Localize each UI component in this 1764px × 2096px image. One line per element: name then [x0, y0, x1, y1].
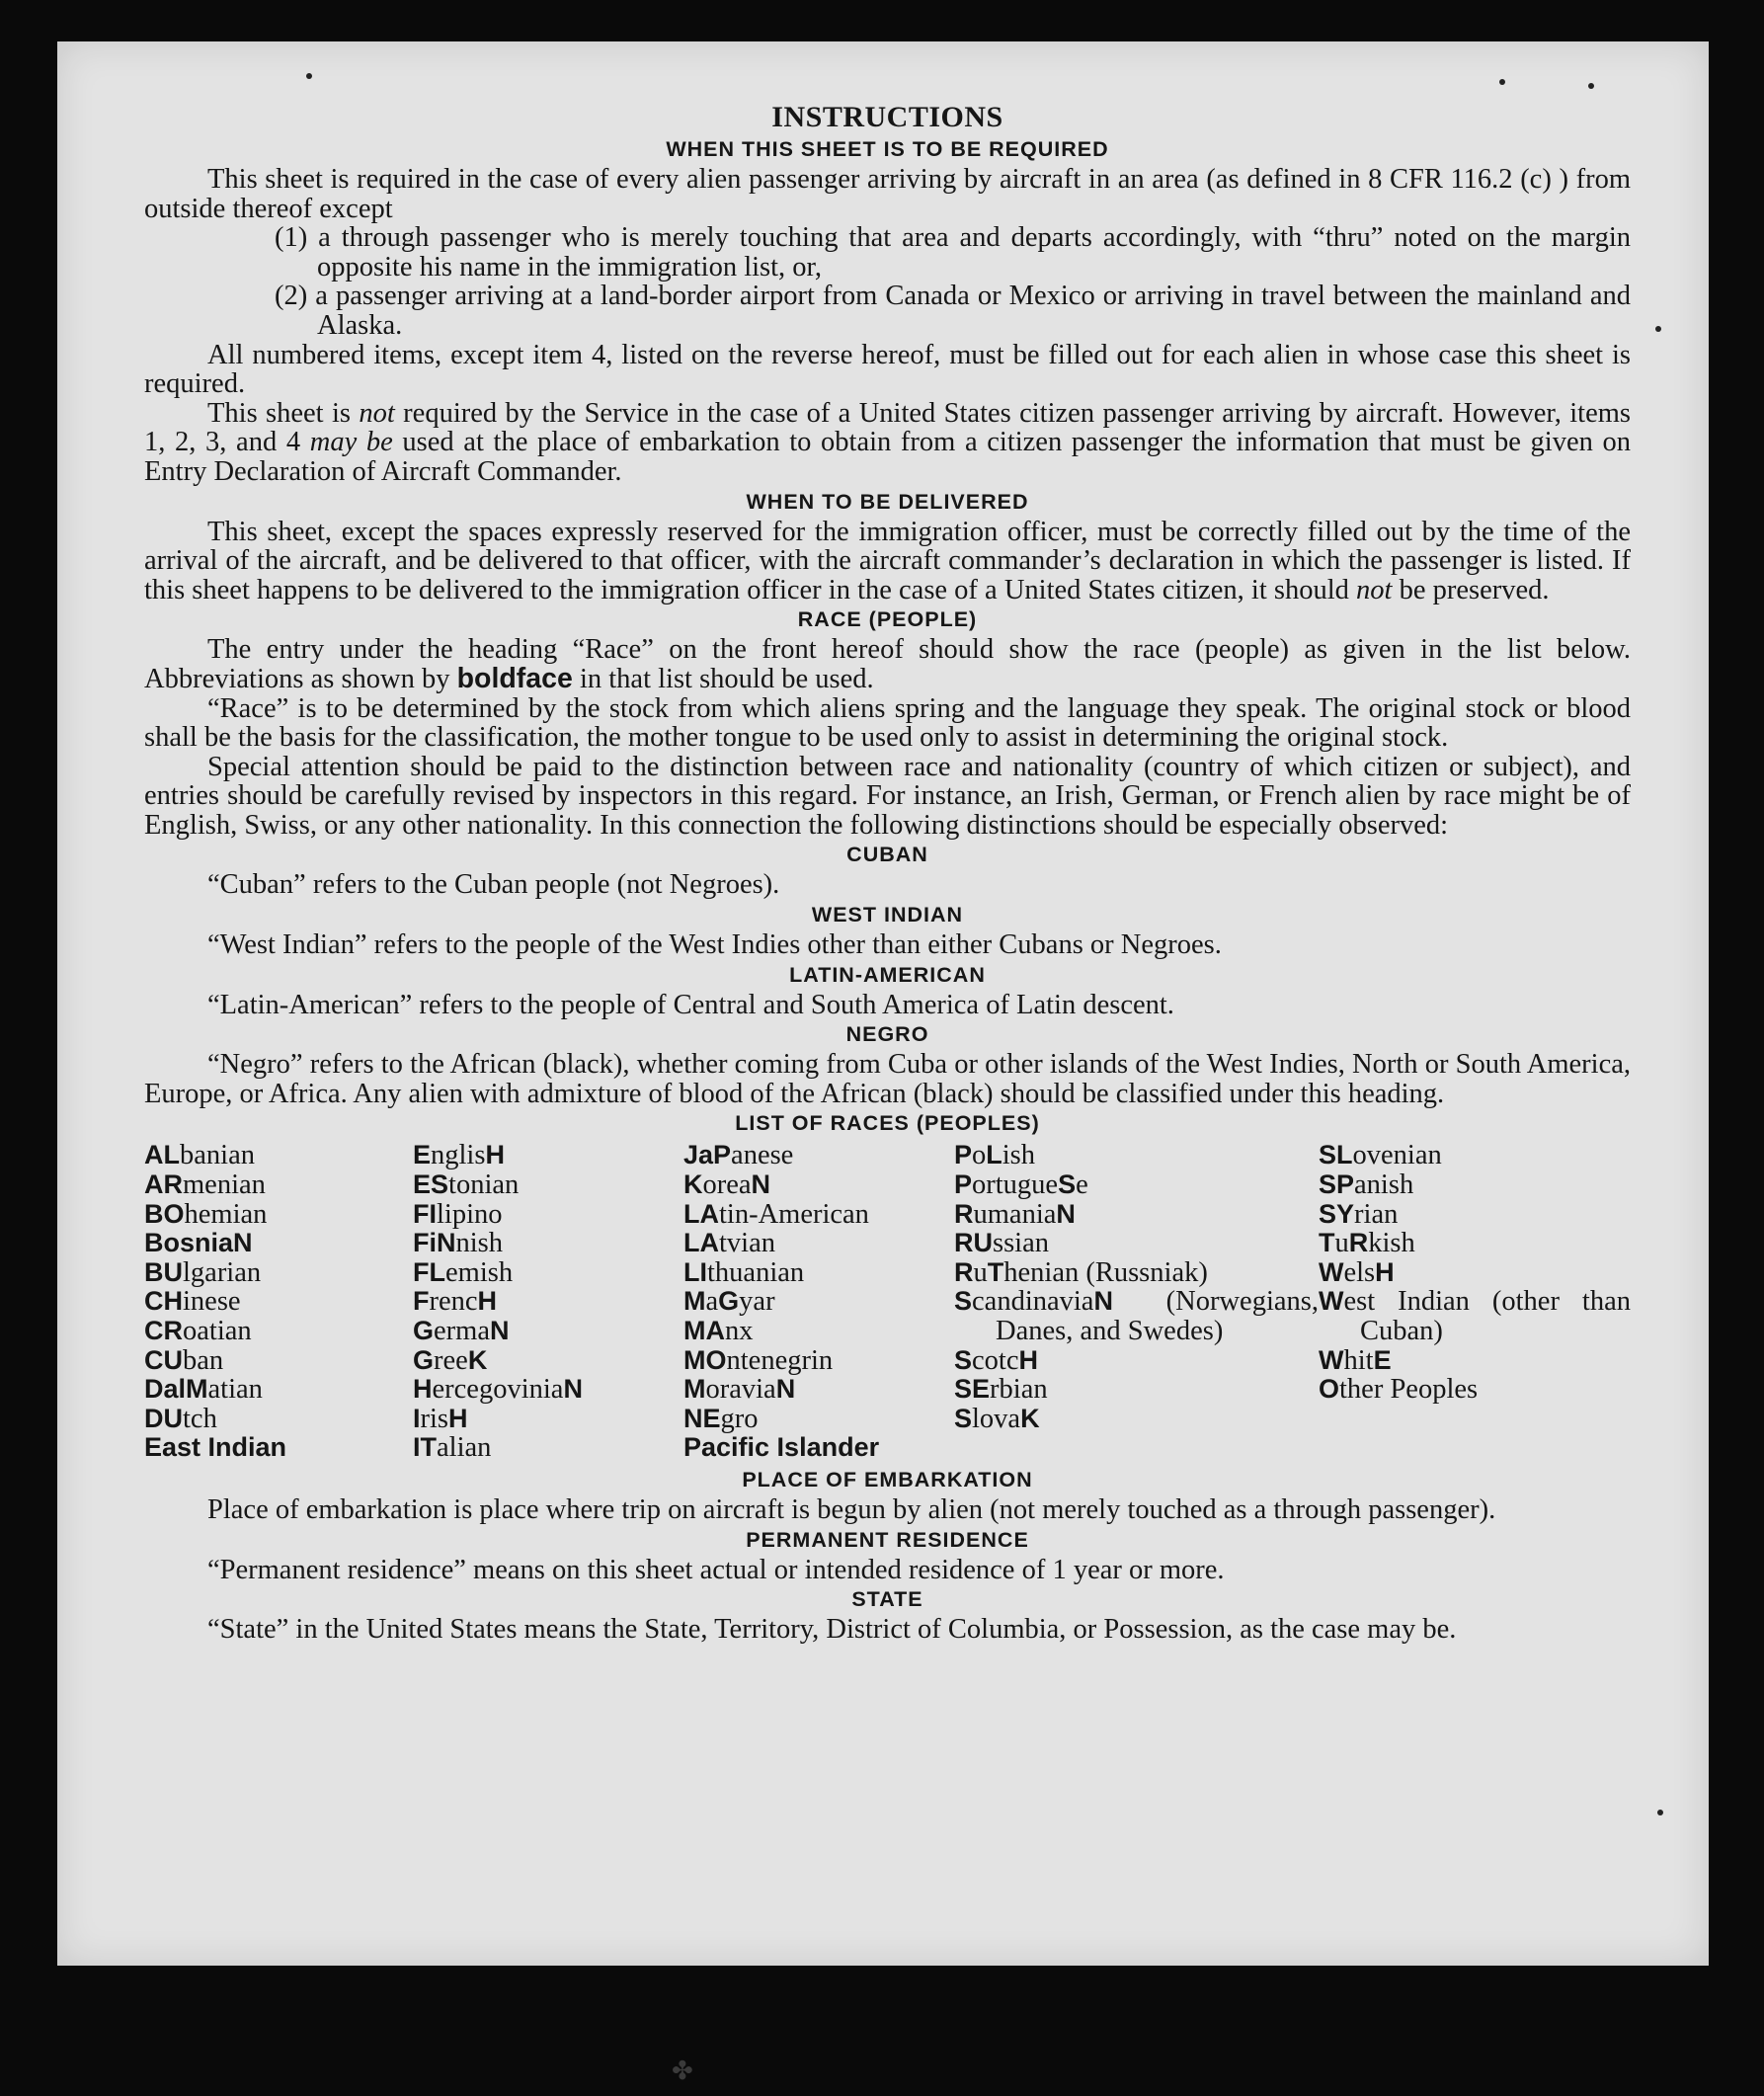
race-entry — [413, 1346, 683, 1376]
race-entry — [954, 1375, 1319, 1405]
race-abbreviation: SL — [1319, 1140, 1353, 1170]
race-abbreviation: N — [233, 1228, 253, 1258]
race-entry — [144, 1346, 413, 1376]
race-list — [144, 1141, 1631, 1463]
race-abbreviation: LA — [683, 1228, 719, 1258]
race-abbreviation: NE — [683, 1403, 721, 1433]
race-entry — [144, 1375, 413, 1405]
race-entry — [413, 1170, 683, 1200]
race-abbreviation: T — [987, 1256, 1004, 1287]
heading-race: RACE (PEOPLE) — [797, 607, 978, 632]
race-entry — [954, 1170, 1319, 1200]
race-abbreviation: BO — [144, 1198, 185, 1229]
race-abbreviation: Pacific Islander — [683, 1432, 880, 1463]
race-entry — [413, 1317, 683, 1346]
paragraph-required-intro: This sheet is required in the case of every alien passenger arriving by aircraft in an area (as defined in 8 CFR 116.2 (c) ) from outside thereof except — [144, 164, 1631, 224]
scan-speck — [1655, 326, 1661, 332]
text-run: required by the Service in the case of a United States citizen passenger arriving by aircraft. However, items 1, 2, 3, and 4 — [144, 397, 1631, 458]
race-column — [1319, 1141, 1631, 1463]
race-abbreviation: M — [683, 1286, 706, 1317]
race-text: ban — [183, 1344, 224, 1376]
race-abbreviation: N — [1093, 1286, 1113, 1317]
race-entry — [683, 1200, 954, 1230]
race-entry — [413, 1433, 683, 1463]
race-entry — [954, 1287, 1319, 1345]
paragraph-race-entry — [144, 635, 1631, 693]
race-abbreviation: K — [1020, 1403, 1040, 1433]
race-text: tvian — [719, 1228, 775, 1259]
race-entry — [1319, 1229, 1631, 1258]
race-text: a — [705, 1286, 719, 1318]
paragraph-west-indian: “West Indian” refers to the people of the West Indies other than either Cubans or Negroes. — [207, 929, 1222, 961]
race-abbreviation: SY — [1319, 1198, 1355, 1229]
paragraph-citizen-passenger — [144, 399, 1631, 487]
race-entry — [144, 1405, 413, 1434]
race-text: umania — [973, 1198, 1057, 1230]
paragraph-delivered — [144, 518, 1631, 605]
race-entry — [1319, 1258, 1631, 1288]
race-abbreviation: RU — [954, 1228, 993, 1258]
race-text: tch — [183, 1403, 217, 1434]
race-text: anese — [731, 1140, 794, 1171]
race-abbreviation: JaP — [683, 1140, 732, 1170]
race-entry — [683, 1141, 954, 1170]
paragraph-embarkation: Place of embarkation is place where trip on aircraft is begun by alien (not merely touched as a through passenger). — [207, 1493, 1496, 1525]
race-abbreviation: N — [775, 1374, 796, 1405]
race-text: e — [1076, 1169, 1088, 1201]
race-text: ortugue — [972, 1169, 1059, 1201]
race-abbreviation: H — [477, 1286, 498, 1317]
race-entry — [954, 1141, 1319, 1170]
heading-state: STATE — [851, 1587, 923, 1612]
race-abbreviation: M — [683, 1374, 706, 1405]
paragraph-numbered-items: All numbered items, except item 4, listed on the reverse hereof, must be filled out for each alien in whose case this sheet is required. — [144, 339, 1631, 400]
race-entry — [413, 1258, 683, 1288]
heading-list-of-races: LIST OF RACES (PEOPLES) — [735, 1111, 1040, 1136]
text-run: in that list should be used. — [572, 663, 874, 694]
race-text: thuanian — [707, 1256, 805, 1288]
race-text: erma — [434, 1316, 490, 1346]
race-abbreviation: S — [954, 1286, 973, 1317]
paragraph-cuban: “Cuban” refers to the Cuban people (not Negroes). — [207, 869, 780, 901]
race-abbreviation: IT — [413, 1432, 437, 1463]
race-abbreviation: CU — [144, 1344, 183, 1375]
paragraph-race-nationality: Special attention should be paid to the distinction between race and nationality (country of which citizen or subject), and entries should be carefully revised by inspectors in this regard. For instance, an Irish, German, or French alien by race might be of English, Swiss, or any other nationality. In this connection the following distinctions should be especially observed: — [144, 751, 1631, 841]
scan-speck — [1499, 79, 1505, 85]
race-abbreviation: K — [683, 1169, 703, 1200]
race-text: oravia — [705, 1374, 776, 1406]
emphasis-may-be: may be — [309, 427, 393, 458]
race-entry — [954, 1346, 1319, 1376]
race-text: cotc — [972, 1344, 1019, 1376]
race-entry — [144, 1229, 413, 1258]
race-column — [954, 1141, 1319, 1463]
race-abbreviation: East Indian — [144, 1432, 287, 1463]
race-text: hit — [1343, 1344, 1374, 1376]
race-abbreviation: BU — [144, 1256, 183, 1287]
text-run: This sheet, except the spaces expressly reserved for the immigration officer, must be correctly filled out by the time of the arrival of the aircraft, and be delivered to that officer, with the aircraft commander’s declaration in which the passenger is listed. If this sheet happens to be delivered to the immigration officer in the case of a United States citizen, it should — [144, 516, 1631, 605]
race-text: ovenian — [1352, 1140, 1442, 1171]
race-text: ercegovinia — [432, 1374, 564, 1406]
race-entry — [683, 1229, 954, 1258]
race-abbreviation: I — [413, 1403, 421, 1433]
race-text: henian (Russniak) — [1003, 1256, 1208, 1288]
emphasis-not: not — [1356, 574, 1393, 605]
race-abbreviation: N — [489, 1316, 510, 1345]
race-abbreviation: O — [1319, 1374, 1340, 1405]
race-abbreviation: FL — [413, 1256, 445, 1287]
paragraph-latin-american: “Latin-American” refers to the people of Central and South America of Latin descent. — [207, 989, 1174, 1020]
race-abbreviation: H — [1018, 1344, 1038, 1375]
heading-permanent-residence: PERMANENT RESIDENCE — [746, 1527, 1029, 1552]
race-text: orea — [702, 1169, 752, 1201]
race-text: hemian — [184, 1198, 268, 1230]
race-entry — [413, 1229, 683, 1258]
race-entry — [1319, 1141, 1631, 1170]
race-text: nx — [725, 1316, 754, 1346]
text-run: This sheet is — [207, 397, 360, 429]
race-text: atian — [207, 1374, 263, 1406]
race-column — [413, 1141, 683, 1463]
race-column — [683, 1141, 954, 1463]
race-text: rbian — [990, 1374, 1048, 1406]
race-entry — [683, 1433, 954, 1463]
race-abbreviation: G — [413, 1344, 435, 1375]
race-text: est Indian (other than Cuban) — [1343, 1286, 1631, 1346]
race-entry — [413, 1405, 683, 1434]
race-entry — [683, 1258, 954, 1288]
race-text: alian — [437, 1432, 492, 1464]
race-abbreviation: H — [448, 1403, 468, 1433]
paragraph-race-stock: “Race” is to be determined by the stock from which aliens spring and the language they speak. The original stock or blood shall be the basis for the classification, the mother tongue to be used only to assist in determining the original stock. — [144, 692, 1631, 754]
boldface-word: boldface — [456, 662, 573, 694]
document-page — [57, 41, 1709, 1966]
race-text: ssian — [993, 1228, 1049, 1259]
race-abbreviation: S — [1058, 1169, 1077, 1200]
race-abbreviation: M — [186, 1374, 208, 1405]
heading-latin-american: LATIN-AMERICAN — [789, 962, 986, 987]
race-abbreviation: FiN — [413, 1228, 456, 1258]
text-run: be preserved. — [1392, 574, 1550, 605]
heading-when-required: WHEN THIS SHEET IS TO BE REQUIRED — [666, 137, 1109, 161]
race-entry — [144, 1200, 413, 1230]
race-entry — [413, 1375, 683, 1405]
race-abbreviation: R — [954, 1198, 974, 1229]
race-text: lgarian — [183, 1256, 262, 1288]
race-entry — [144, 1433, 413, 1463]
race-entry — [413, 1287, 683, 1317]
race-entry — [144, 1170, 413, 1200]
scan-speck — [1588, 83, 1594, 89]
race-entry — [144, 1141, 413, 1170]
race-abbreviation: Dal — [144, 1374, 187, 1405]
paragraph-negro: “Negro” refers to the African (black), whether coming from Cuba or other islands of the West Indies, North or South America, Europe, or Africa. Any alien with admixture of blood of the African (black) should be classified under this heading. — [144, 1049, 1631, 1109]
scan-speck — [1657, 1810, 1663, 1815]
race-text: menian — [183, 1169, 266, 1201]
race-abbreviation: DU — [144, 1403, 183, 1433]
race-abbreviation: LA — [683, 1198, 719, 1229]
race-text: oatian — [183, 1316, 252, 1346]
race-text: candinavia — [972, 1286, 1094, 1318]
paragraph-state: “State” in the United States means the State, Territory, District of Columbia, or Possession, as the case may be. — [207, 1614, 1457, 1646]
text-run: The entry under the heading “Race” on the front hereof should show the race (people) as given in the list below. Abbreviations as shown by — [144, 634, 1631, 694]
race-entry — [954, 1229, 1319, 1258]
race-entry — [683, 1287, 954, 1317]
race-text: kish — [1368, 1228, 1415, 1259]
race-abbreviation: S — [954, 1344, 973, 1375]
race-abbreviation: E — [413, 1140, 432, 1170]
race-entry — [954, 1200, 1319, 1230]
race-text: anish — [1354, 1169, 1414, 1201]
race-abbreviation: N — [563, 1374, 583, 1405]
race-abbreviation: E — [1373, 1344, 1392, 1375]
race-text: rian — [1354, 1198, 1399, 1230]
heading-embarkation: PLACE OF EMBARKATION — [742, 1467, 1033, 1491]
race-text: (Norwegians, Danes, and Swedes) — [996, 1286, 1319, 1346]
race-entry — [1319, 1346, 1631, 1376]
race-entry — [954, 1405, 1319, 1434]
race-abbreviation: R — [954, 1256, 974, 1287]
race-entry — [954, 1258, 1319, 1288]
race-entry — [683, 1170, 954, 1200]
race-abbreviation: ES — [413, 1169, 449, 1200]
race-entry — [144, 1258, 413, 1288]
race-entry — [1319, 1170, 1631, 1200]
race-entry — [413, 1200, 683, 1230]
race-abbreviation: R — [1348, 1228, 1369, 1258]
race-text: nglis — [431, 1140, 486, 1171]
heading-negro: NEGRO — [845, 1022, 929, 1047]
text-run: used at the place of embarkation to obtain from a citizen passenger the information that must be given on Entry Declaration of Aircraft Commander. — [144, 427, 1631, 487]
race-entry — [1319, 1287, 1631, 1345]
race-text: u — [973, 1256, 988, 1288]
race-abbreviation: LI — [683, 1256, 707, 1287]
race-text: yar — [739, 1286, 775, 1318]
scan-speck — [306, 73, 312, 79]
race-text: els — [1343, 1256, 1376, 1288]
race-entry — [683, 1317, 954, 1346]
race-abbreviation: N — [751, 1169, 771, 1200]
race-text: lova — [972, 1403, 1021, 1434]
page-title: INSTRUCTIONS — [771, 101, 1003, 133]
race-text: ntenegrin — [726, 1344, 834, 1376]
race-text: gro — [720, 1403, 759, 1434]
emphasis-not: not — [359, 397, 395, 429]
document-content — [144, 101, 1631, 1645]
race-abbreviation: CR — [144, 1316, 183, 1345]
race-text: inese — [183, 1286, 241, 1318]
race-abbreviation: K — [467, 1344, 488, 1375]
race-entry — [1319, 1375, 1631, 1405]
race-entry — [683, 1346, 954, 1376]
race-abbreviation: H — [413, 1374, 433, 1405]
race-abbreviation: S — [954, 1403, 973, 1433]
race-abbreviation: AR — [144, 1169, 183, 1200]
race-abbreviation: W — [1319, 1256, 1344, 1287]
race-abbreviation: W — [1319, 1286, 1344, 1317]
heading-west-indian: WEST INDIAN — [811, 903, 964, 927]
race-abbreviation: F — [413, 1286, 430, 1317]
exception-item-1: (1) a through passenger who is merely touching that area and departs accordingly, with “thru” noted on the margin opposite his name in the immigration list, or, — [275, 222, 1631, 282]
race-abbreviation: H — [1375, 1256, 1395, 1287]
race-text: ish — [1002, 1140, 1036, 1171]
race-text: tonian — [448, 1169, 520, 1201]
heading-cuban: CUBAN — [846, 843, 928, 867]
heading-when-delivered: WHEN TO BE DELIVERED — [746, 489, 1029, 514]
scan-mark: ✤ — [672, 2056, 693, 2085]
race-abbreviation: P — [954, 1169, 973, 1200]
race-abbreviation: N — [1056, 1198, 1076, 1229]
race-abbreviation: SP — [1319, 1169, 1355, 1200]
paragraph-permanent-residence: “Permanent residence” means on this sheet actual or intended residence of 1 year or more. — [207, 1554, 1225, 1585]
exception-item-2: (2) a passenger arriving at a land-border airport from Canada or Mexico or arriving in travel between the mainland and Alaska. — [275, 281, 1631, 341]
race-abbreviation: W — [1319, 1344, 1344, 1375]
race-entry — [683, 1405, 954, 1434]
race-abbreviation: FI — [413, 1198, 437, 1229]
race-text: banian — [180, 1140, 255, 1171]
race-text: emish — [445, 1256, 514, 1288]
race-entry — [1319, 1200, 1631, 1230]
race-abbreviation: H — [485, 1140, 505, 1170]
race-column — [144, 1141, 413, 1463]
race-entry — [413, 1141, 683, 1170]
race-entry — [683, 1375, 954, 1405]
race-text: u — [1334, 1228, 1349, 1259]
race-entry — [144, 1317, 413, 1346]
race-text: ther Peoples — [1339, 1374, 1479, 1406]
race-abbreviation: MO — [683, 1344, 727, 1375]
race-text: renc — [429, 1286, 478, 1318]
race-abbreviation: G — [718, 1286, 740, 1317]
race-entry — [144, 1287, 413, 1317]
race-text: nish — [455, 1228, 504, 1259]
race-text: ris — [420, 1403, 449, 1434]
race-text: tin-American — [719, 1198, 869, 1230]
race-abbreviation: CH — [144, 1286, 183, 1317]
race-abbreviation: Bosnia — [144, 1228, 234, 1258]
race-text: ree — [434, 1344, 468, 1376]
race-text: o — [972, 1140, 987, 1171]
race-abbreviation: G — [413, 1316, 435, 1345]
race-abbreviation: P — [954, 1140, 973, 1170]
race-abbreviation: SE — [954, 1374, 991, 1405]
race-abbreviation: MA — [683, 1316, 725, 1345]
race-abbreviation: AL — [144, 1140, 180, 1170]
race-text: lipino — [437, 1198, 503, 1230]
race-abbreviation: L — [986, 1140, 1002, 1170]
race-abbreviation: T — [1319, 1228, 1335, 1258]
